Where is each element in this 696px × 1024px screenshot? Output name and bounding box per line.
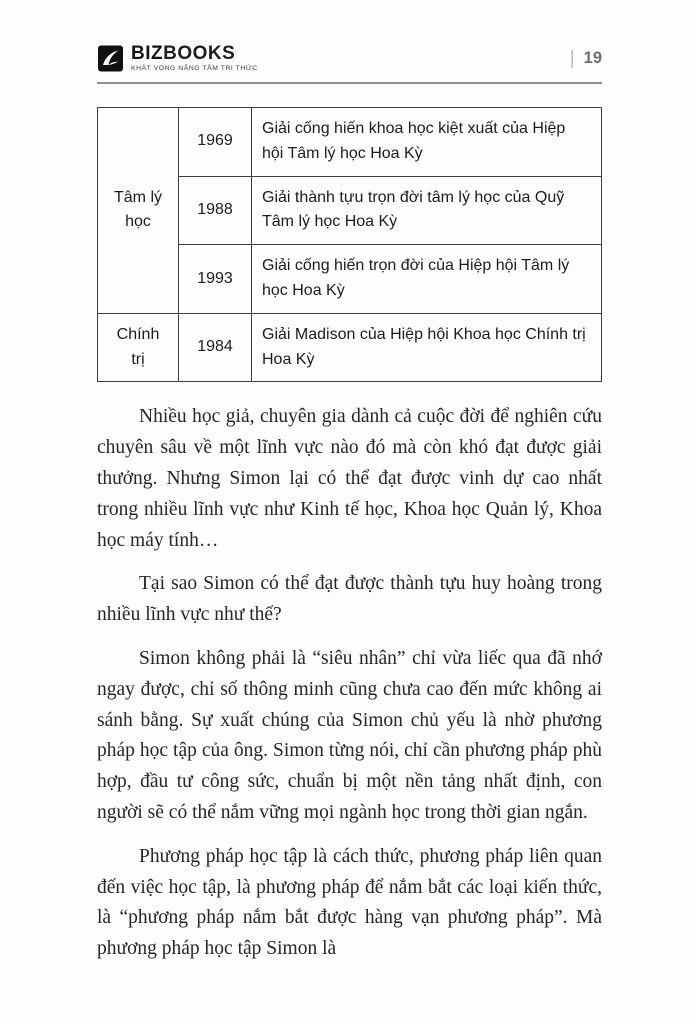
bizbooks-logo-icon	[97, 44, 124, 73]
body-paragraph: Simon không phải là “siêu nhân” chỉ vừa liếc qua đã nhớ ngay được, chỉ số thông minh cũng chưa cao đến mức không ai sánh bằng. Sự xuất chúng của Simon chủ yếu là nhờ phương pháp học tập của ông. Simon từng nói, chỉ cần phương pháp phù hợp, đầu tư công sức, chuẩn bị một nền tảng nhất định, con người sẽ có thể nắm vững mọi ngành học trong thời gian ngắn.	[97, 647, 602, 823]
brand-name	[131, 44, 258, 63]
brand-text-block	[131, 44, 258, 73]
year-cell: 1993	[179, 245, 252, 314]
description-cell: Giải cống hiến trọn đời của Hiệp hội Tâm lý học Hoa Kỳ	[252, 245, 602, 314]
category-cell: Tâm lý học	[98, 108, 179, 314]
body-paragraph: Tại sao Simon có thể đạt được thành tựu huy hoàng trong nhiều lĩnh vực như thế?	[97, 573, 602, 626]
body-paragraph: Nhiều học giả, chuyên gia dành cả cuộc đời để nghiên cứu chuyên sâu về một lĩnh vực nào đó mà còn khó đạt được giải thưởng. Nhưng Simon lại có thể đạt được vinh dự cao nhất trong nhiều lĩnh vực như Kinh tế học, Khoa học Quản lý, Khoa học máy tính…	[97, 406, 602, 551]
awards-table-body	[98, 108, 602, 382]
page-number-separator: |	[569, 48, 575, 69]
table-row	[98, 108, 602, 177]
page-number: 19	[583, 49, 602, 67]
page-number-block	[570, 49, 602, 68]
bizbooks-logo	[97, 44, 258, 73]
description-cell: Giải Madison của Hiệp hội Khoa học Chính trị Hoa Kỳ	[252, 313, 602, 382]
table-row	[98, 313, 602, 382]
body-text	[97, 402, 602, 965]
body-paragraph: Phương pháp học tập là cách thức, phương pháp liên quan đến việc học tập, là phương pháp để nắm bắt các loại kiến thức, là “phương pháp nắm bắt được hàng vạn phương pháp”. Mà phương pháp học tập Simon là	[97, 845, 602, 960]
awards-table	[97, 107, 602, 382]
brand-name-biz: BIZ	[131, 43, 164, 65]
year-cell: 1984	[179, 313, 252, 382]
category-cell: Chính trị	[98, 313, 179, 382]
page-header	[97, 44, 602, 84]
year-cell: 1988	[179, 176, 252, 245]
brand-tagline: KHÁT VỌNG NÂNG TẦM TRI THỨC	[131, 65, 258, 73]
description-cell: Giải thành tựu trọn đời tâm lý học của Quỹ Tâm lý học Hoa Kỳ	[252, 176, 602, 245]
year-cell: 1969	[179, 108, 252, 177]
description-cell: Giải cống hiến khoa học kiệt xuất của Hiệp hội Tâm lý học Hoa Kỳ	[252, 108, 602, 177]
brand-name-books: BOOKS	[163, 43, 236, 65]
